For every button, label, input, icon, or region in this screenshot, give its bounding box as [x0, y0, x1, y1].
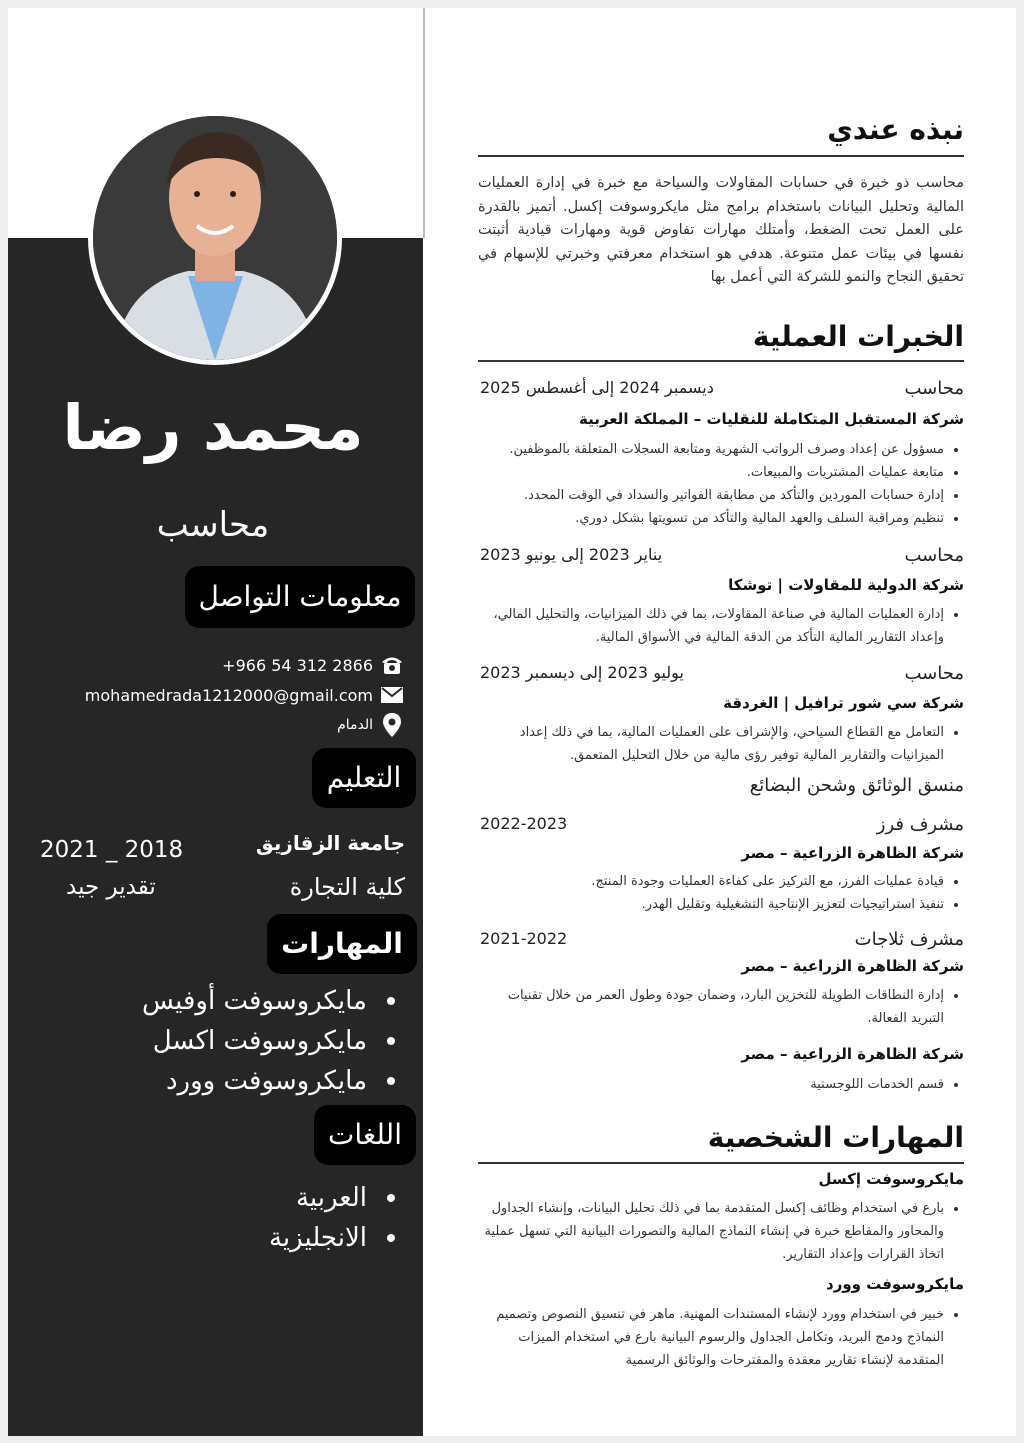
education-heading: [312, 748, 416, 808]
job-bullets: [478, 603, 964, 649]
personal-skills-rule: [478, 1162, 964, 1164]
job-date: ديسمبر 2024 إلى أغسطس 2025: [480, 378, 714, 397]
phone-icon: [381, 654, 403, 676]
skill-item: مايكروسوفت اكسل: [115, 1021, 405, 1061]
job-header: [478, 814, 964, 838]
skill-bullets: [478, 1303, 964, 1372]
location-text: الدمام: [337, 717, 373, 733]
email-row: [85, 684, 403, 706]
job-header: [478, 545, 964, 569]
job-title: مشرف فرز: [876, 814, 964, 835]
phone-row: [222, 654, 403, 676]
mail-icon: [381, 684, 403, 706]
job-bullets: [478, 438, 964, 530]
avatar: [93, 116, 337, 360]
education-years: 2021 _ 2018: [40, 837, 184, 863]
personal-skills-heading: المهارات الشخصية: [707, 1121, 964, 1154]
job-bullet: التعامل مع القطاع السياحي، والإشراف على العمليات المالية، بما في ذلك إعداد الميزانيات والتقارير المالية توفير رؤى مالية من خلال التحليل المتعمق.: [478, 721, 964, 767]
coordinator-role: منسق الوثائق وشحن البضائع: [749, 775, 964, 796]
job-company: شركة الظاهرة الزراعية – مصر: [741, 957, 964, 975]
skill-name: مايكروسوفت وورد: [826, 1275, 964, 1293]
job-title: محاسب: [904, 378, 964, 399]
job-bullet: قيادة عمليات الفرز، مع التركيز على كفاءة العمليات وجودة المنتج.: [478, 870, 964, 893]
person-name: محمد رضا: [62, 391, 364, 464]
person-role: محاسب: [156, 505, 270, 545]
job-bullet: مسؤول عن إعداد وصرف الرواتب الشهرية ومتابعة السجلات المتعلقة بالموظفين.: [478, 438, 964, 461]
skill-bullets: [478, 1197, 964, 1266]
job-bullet: تنفيذ استراتيجيات لتعزيز الإنتاجية التشغيلية وتقليل الهدر.: [478, 893, 964, 916]
location-pin-icon: [381, 714, 403, 736]
email-address[interactable]: mohamedrada1212000@gmail.com: [84, 685, 373, 705]
skill-item: مايكروسوفت أوفيس: [115, 981, 405, 1021]
job-bullet: إدارة النطاقات الطويلة للتخزين البارد، وضمان جودة وطول العمر من خلال تقنيات التبريد الفعالة.: [478, 984, 964, 1030]
faculty: كلية التجارة: [289, 873, 405, 901]
job-header: [478, 378, 964, 402]
job-bullet: إدارة العمليات المالية في صناعة المقاولات، بما في ذلك الميزانيات، والتحليل المالي، وإعداد التقارير المالية التأكد من الدقة المالية في الأسواق المالية.: [478, 603, 964, 649]
about-heading: نبذه عندي: [827, 113, 964, 146]
job-date: يناير 2023 إلى يونيو 2023: [480, 545, 663, 564]
person-illustration: [93, 116, 337, 360]
job-company: شركة الدولية للمقاولات | توشكا: [728, 576, 964, 594]
job-bullet: قسم الخدمات اللوجستية: [478, 1073, 964, 1096]
job-header: [478, 663, 964, 687]
skill-description: بارع في استخدام وظائف إكسل المتقدمة بما في ذلك تحليل البيانات، وإنشاء الجداول والمحاور والمقاطع خبرة في إنشاء النماذج المالية والتصورات البيانية التي تسهل عملية اتخاذ القرارات وإعداد التقارير.: [478, 1197, 964, 1266]
resume-page: [8, 8, 1016, 1436]
skill-item: مايكروسوفت وورد: [115, 1061, 405, 1101]
about-rule: [478, 155, 964, 157]
skills-heading: [267, 914, 417, 974]
experience-heading: الخبرات العملية: [752, 320, 964, 353]
job-bullet: متابعة عمليات المشتريات والمبيعات.: [478, 461, 964, 484]
job-bullets: [478, 721, 964, 767]
phone-number[interactable]: +966 54 312 2866: [222, 655, 373, 675]
skill-description: خبير في استخدام وورد لإنشاء المستندات المهنية. ماهر في تنسيق النصوص وتصميم النماذج ودمج البريد، وتكامل الجداول والرسوم البيانية بارع في استخدام الميزات المتقدمة لإنشاء تقارير معقدة والمقترحات والوثائق الرسمية: [478, 1303, 964, 1372]
job-bullet: إدارة حسابات الموردين والتأكد من مطابقة الفواتير والسداد في الوقت المحدد.: [478, 484, 964, 507]
job-title: مشرف ثلاجات: [854, 929, 964, 950]
education-heading-text: التعليم: [326, 761, 402, 794]
profile-photo: [88, 111, 342, 365]
skills-heading-text: المهارات: [281, 927, 403, 960]
languages-heading-text: اللغات: [328, 1118, 402, 1151]
job-company: شركة الظاهرة الزراعية – مصر: [741, 844, 964, 862]
job-company: شركة المستقبل المتكاملة للنقليات – المملكة العربية: [579, 410, 964, 428]
language-item: الانجليزية: [205, 1218, 405, 1258]
experience-rule: [478, 360, 964, 362]
university: جامعة الزقازيق: [255, 831, 405, 855]
job-date: 2021-2022: [480, 929, 568, 948]
about-text: محاسب ذو خبرة في حسابات المقاولات والسياحة مع خبرة في إدارة العمليات المالية وتحليل البيانات باستخدام برامج مثل مايكروسوفت إكسل. أتميز بالقدرة على العمل تحت الضغط، وأمتلك مهارات تفاوض قوية ومهارات قيادية أثبتت نفسها في بيئات عمل متنوعة. هدفي هو استخدام معرفتي وخبرتي للإسهام في تحقيق النجاح والنمو للشركة التي أعمل بها: [478, 175, 964, 285]
job-bullets: [478, 984, 964, 1030]
job-bullet: تنظيم ومراقبة السلف والعهد المالية والتأكد من تسويتها بشكل دوري.: [478, 507, 964, 530]
top-divider: [423, 8, 425, 238]
contact-heading: [185, 566, 415, 628]
job-date: يوليو 2023 إلى ديسمبر 2023: [480, 663, 684, 682]
job-date: 2022-2023: [480, 814, 568, 833]
languages-heading: [314, 1105, 416, 1165]
job-bullets: [478, 1073, 964, 1096]
contact-heading-text: معلومات التواصل: [198, 580, 402, 613]
job-title: محاسب: [904, 545, 964, 566]
skill-name: مايكروسوفت إكسل: [818, 1170, 964, 1188]
job-company: شركة سي شور ترافيل | الغردقة: [723, 694, 964, 712]
language-item: العربية: [205, 1178, 405, 1218]
grade: تقدير جيد: [66, 874, 156, 900]
job-company: شركة الظاهرة الزراعية – مصر: [741, 1045, 964, 1063]
location-row: [337, 714, 403, 736]
skills-list: [115, 981, 405, 1101]
languages-list: [205, 1178, 405, 1258]
job-header: [478, 929, 964, 953]
job-bullets: [478, 870, 964, 916]
job-title: محاسب: [904, 663, 964, 684]
